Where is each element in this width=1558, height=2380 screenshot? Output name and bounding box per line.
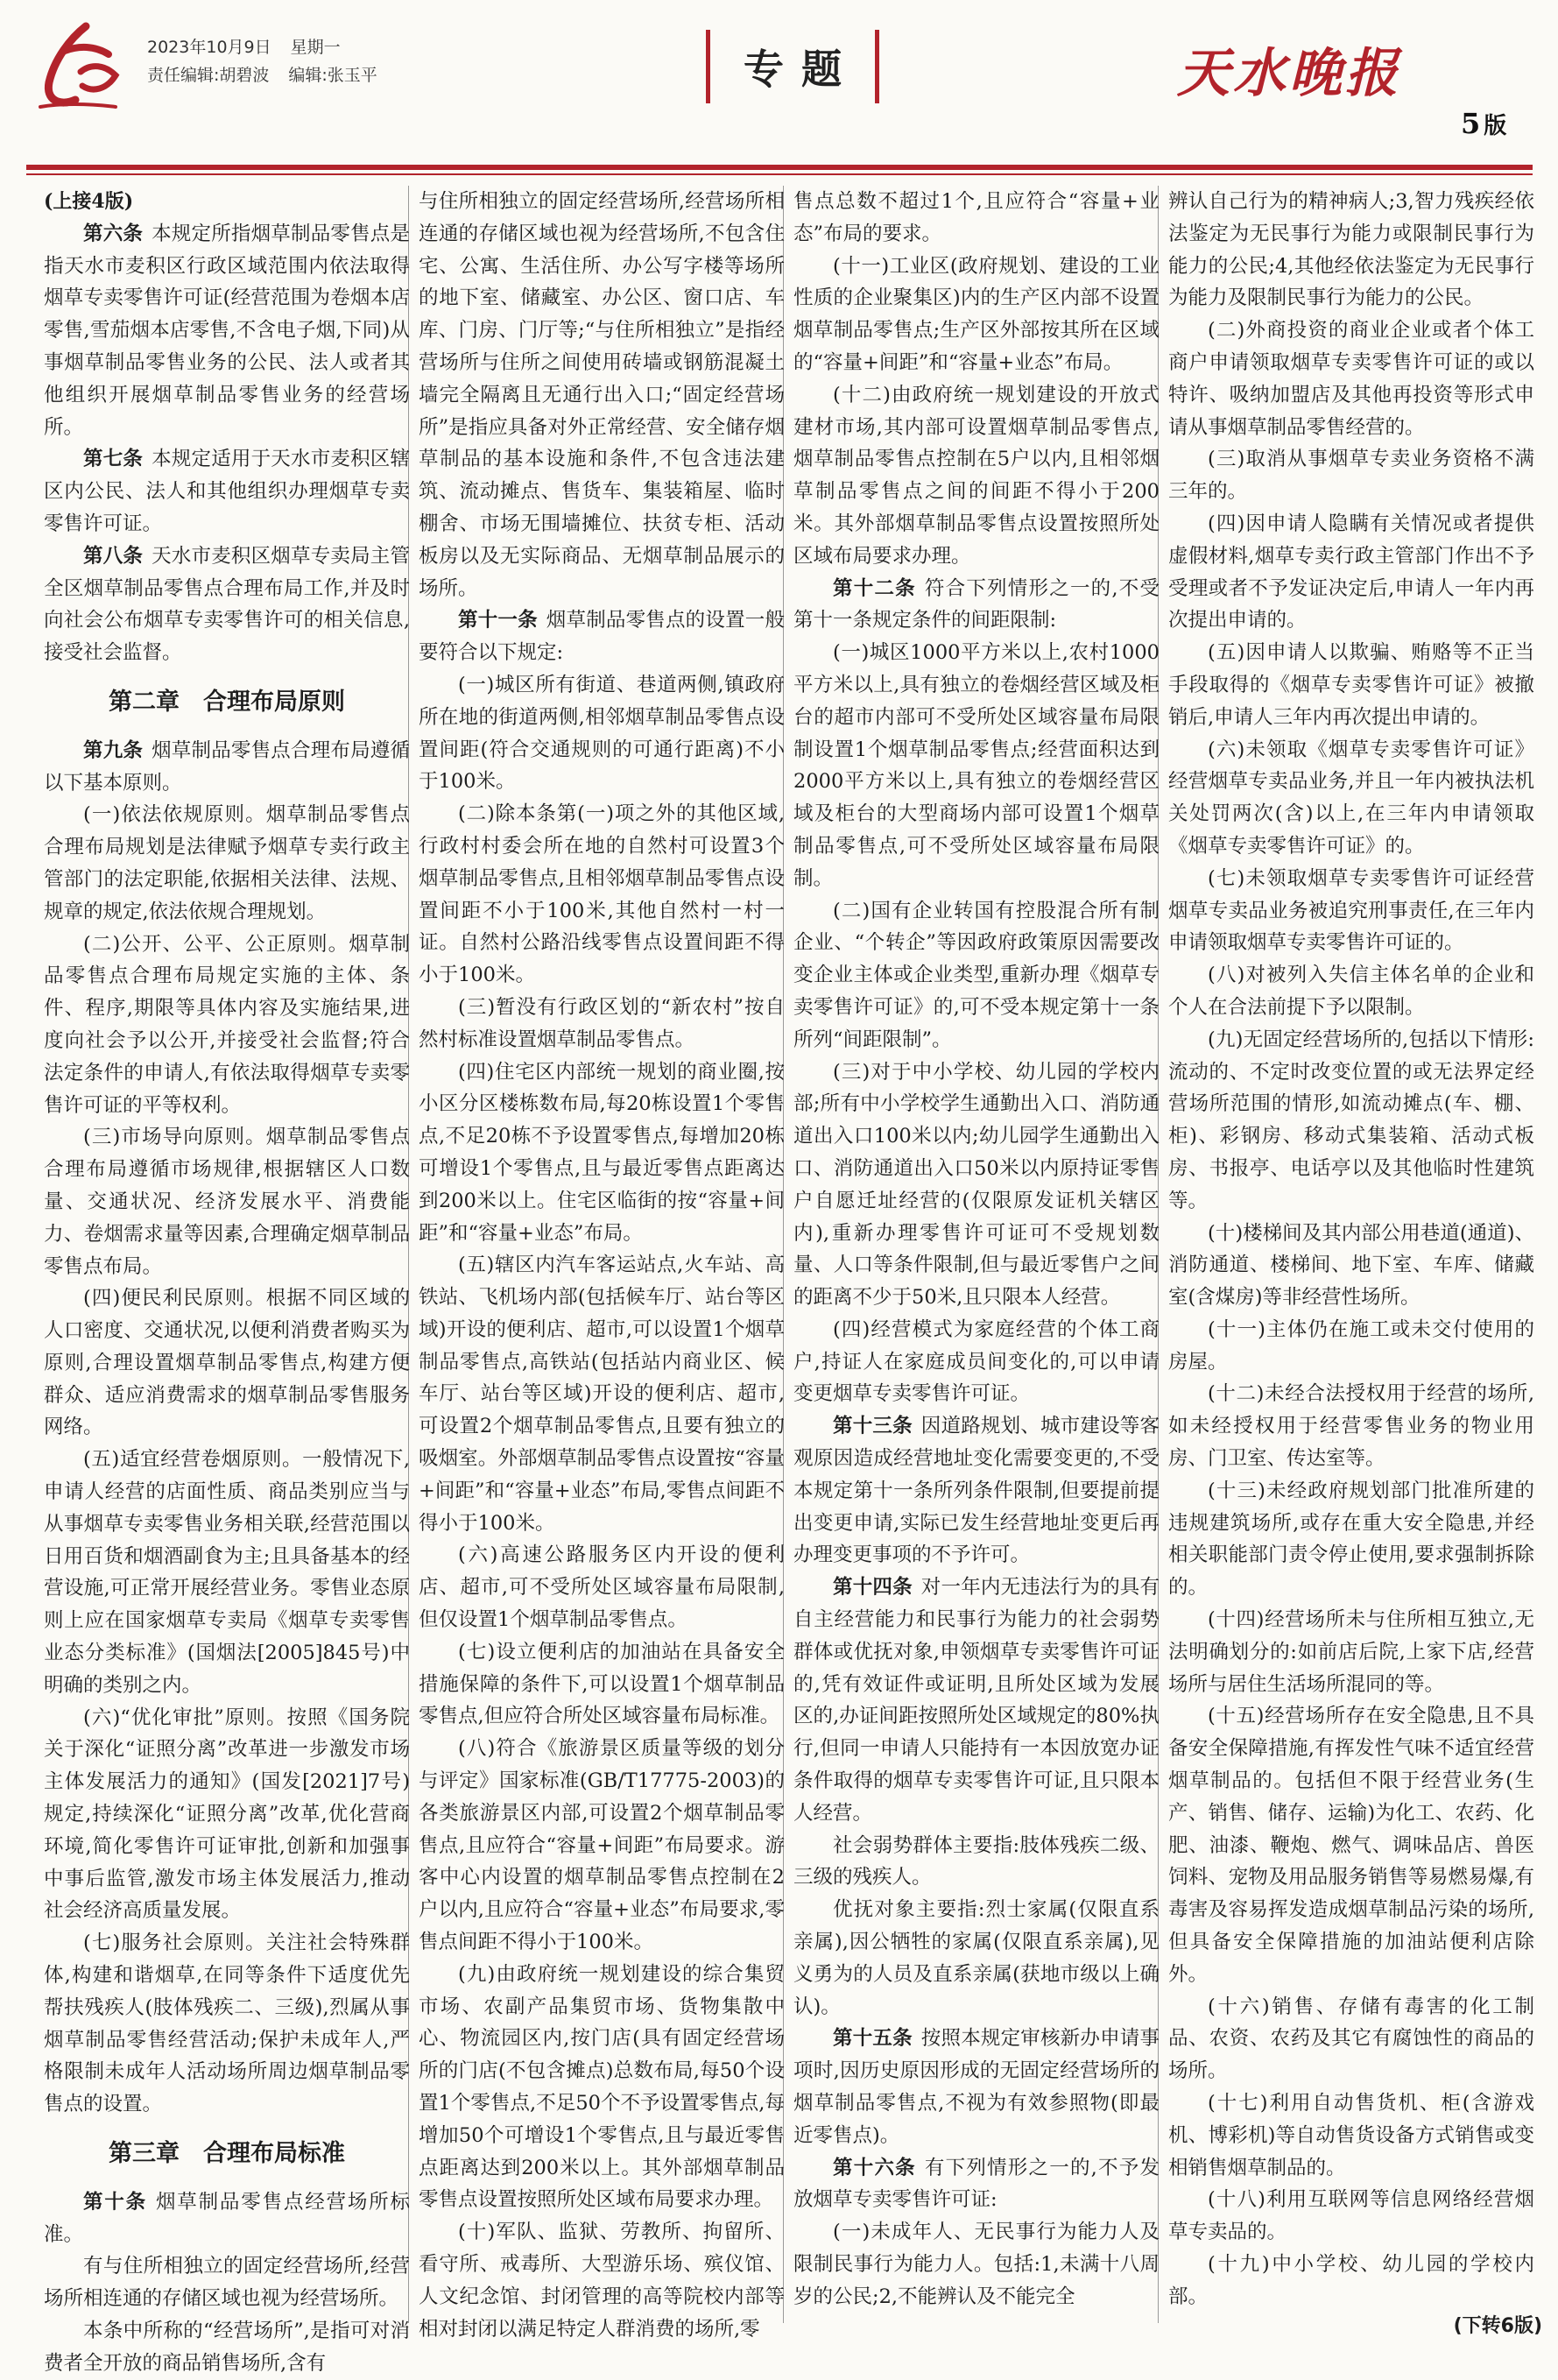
- article-text: 对一年内无违法行为的具有自主经营能力和民事行为能力的社会弱势群体或优抚对象,申领烟草专卖零售许可证的,凭有效证件或证明,且所处区域为发展区的,办证间距按照所处区域规定的80%执行,但同一申请人只能持有一本因放宽办证条件取得的烟草专卖零售许可证,且只限本人经营。: [793, 1576, 1160, 1825]
- issue-weekday: 星期一: [290, 38, 341, 57]
- paragraph: (七)服务社会原则。关注社会特殊群体,构建和谐烟草,在同等条件下适度优先帮扶残疾人(肢体残疾二、三级),烈属从事烟草制品零售经营活动;保护未成年人,严格限制未成年人活动场所周边烟草制品零售点的设置。: [44, 1932, 410, 2116]
- header-rule: [26, 165, 1533, 170]
- article-text: 烟草制品零售点经营场所标准。: [44, 2190, 410, 2246]
- article-11: [419, 604, 785, 669]
- paragraph: (十四)经营场所未与住所相互独立,无法明确划分的:如前店后院,上家下店,经营场所与居住生活场所混同的等。: [1168, 1608, 1534, 1696]
- paragraph: (二)公开、公平、公正原则。烟草制品零售点合理布局规定实施的主体、条件、程序,期限等具体内容及实施结果,进度向社会予以公开,并接受社会监督;符合法定条件的申请人,有依法取得烟草专卖零售许可证的平等权利。: [44, 932, 410, 1117]
- paragraph: (四)住宅区内部统一规划的商业圈,按小区分区楼栋数布局,每20栋设置1个零售点,不足20栋不予设置零售点,每增加20栋可增设1个零售点,且与最近零售点距离达到200米以上。住宅区临街的按“容量+间距”和“容量+业态”布局。: [419, 1060, 785, 1245]
- column-1: [44, 186, 410, 2375]
- paragraph: (七)未领取烟草专卖零售许可证经营烟草专卖品业务被追究刑事责任,在三年内申请领取烟草专卖零售许可证的。: [1168, 866, 1534, 955]
- paragraph: (六)未领取《烟草专卖零售许可证》经营烟草专卖品业务,并且一年内被执法机关处罚两次(含)以上,在三年内申请领取《烟草专卖零售许可证》的。: [1168, 738, 1534, 858]
- article-13: [793, 1410, 1160, 1571]
- paragraph: (十二)由政府统一规划建设的开放式建材市场,其内部可设置烟草制品零售点,烟草制品零售点控制在5户以内,且相邻烟草制品零售点之间的间距不得小于200米。其外部烟草制品零售点设置按照所处区域布局要求办理。: [793, 383, 1160, 568]
- paragraph: 社会弱势群体主要指:肢体残疾二级、三级的残疾人。: [793, 1833, 1160, 1889]
- article-14: [793, 1571, 1160, 1829]
- newspaper-logo-icon: [25, 19, 130, 116]
- paragraph: (十七)利用自动售货机、柜(含游戏机、博彩机)等自动售货设备方式销售或变相销售烟草制品的。: [1168, 2092, 1534, 2179]
- article-number: 第十二条: [833, 576, 916, 600]
- article-9: [44, 735, 410, 800]
- paragraph: (五)适宜经营卷烟原则。一般情况下,申请人经营的店面性质、商品类别应当与从事烟草专卖零售业务相关联,经营范围以日用百货和烟酒副食为主;且具备基本的经营设施,可正常开展经营业务。零售业态原则上应在国家烟草专卖局《烟草专卖零售业态分类标准》(国烟法[2005]845号)中明确的类别之内。: [44, 1448, 410, 1697]
- paragraph: (二)外商投资的商业企业或者个体工商户申请领取烟草专卖零售许可证的或以特许、吸纳加盟店及其他再投资等形式申请从事烟草制品零售经营的。: [1168, 319, 1534, 439]
- paragraph: (九)由政府统一规划建设的综合集贸市场、农副产品集贸市场、货物集散中心、物流园区内,按门店(具有固定经营场所的门店(不包含摊点)总数布局,每50个设置1个零售点,不足50个不予设置零售点,每增加50个可增设1个零售点,且与最近零售点距离达到200米以上。其外部烟草制品零售点设置按照所处区域布局要求办理。: [419, 1962, 785, 2212]
- paragraph: (一)未成年人、无民事行为能力人及限制民事行为能力人。包括:1,未满十八周岁的公民;2,不能辨认及不能完全: [793, 2221, 1160, 2308]
- section-box: [706, 30, 879, 103]
- paragraph: (十一)工业区(政府规划、建设的工业性质的企业聚集区)内的生产区内部不设置烟草制品零售点;生产区外部按其所在区域的“容量+间距”和“容量+业态”布局。: [793, 254, 1160, 374]
- continued-to-note: (下转6版): [1453, 2315, 1542, 2337]
- article-number: 第十五条: [833, 2027, 913, 2051]
- paragraph: (三)对于中小学校、幼儿园的学校内部;所有中小学校学生通勤出入口、消防通道出入口100米以内;幼儿园学生通勤出入口、消防通道出入口50米以内原持证零售户自愿迁址经营的(仅限原发证机关辖区内),重新办理零售许可证可不受规划数量、人口等条件限制,但与最近零售户之间的距离不少于50米,且只限本人经营。: [793, 1060, 1160, 1310]
- issue-date: 2023年10月9日: [147, 38, 271, 57]
- article-text: 因道路规划、城市建设等客观原因造成经营地址变化需要变更的,不受本规定第十一条所列条件限制,但要提前提出变更申请,实际已发生经营地址变更后再办理变更事项的不予许可。: [793, 1415, 1160, 1567]
- paragraph: (十)楼梯间及其内部公用巷道(通道)、消防通道、楼梯间、地下室、车库、储藏室(含煤房)等非经营性场所。: [1168, 1221, 1534, 1310]
- responsible-editor: 责任编辑:胡碧波: [147, 66, 270, 85]
- paragraph: (六)高速公路服务区内开设的便利店、超市,可不受所处区域容量布局限制,但仅设置1个烟草制品零售点。: [419, 1543, 785, 1632]
- paragraph: (六)“优化审批”原则。按照《国务院关于深化“证照分离”改革进一步激发市场主体发展活力的通知》(国发[2021]7号)规定,持续深化“证照分离”改革,优化营商环境,简化零售许可证审批,创新和加强事中事后监管,激发市场主体发展活力,推动社会经济高质量发展。: [44, 1706, 410, 1923]
- paragraph: (三)取消从事烟草专卖业务资格不满三年的。: [1168, 448, 1534, 504]
- article-text: 按照本规定审核新办申请事项时,因历史原因形成的无固定经营场所的烟草制品零售点,不视为有效参照物(即最近零售点)。: [793, 2027, 1160, 2147]
- paragraph: 辨认自己行为的精神病人;3,智力残疾经依法鉴定为无民事行为能力或限制民事行为能力的公民;4,其他经依法鉴定为无民事行为能力及限制民事行为能力的公民。: [1168, 190, 1534, 310]
- paragraph: (一)城区1000平方米以上,农村1000平方米以上,具有独立的卷烟经营区域及柜台的超市内部可不受所处区域容量布局限制设置1个烟草制品零售点;经营面积达到2000平方米以上,具有独立的卷烟经营区域及柜台的大型商场内部可设置1个烟草制品零售点,可不受所处区域容量布局限制。: [793, 641, 1160, 890]
- paragraph: (四)因申请人隐瞒有关情况或者提供虚假材料,烟草专卖行政主管部门作出不予受理或者不予发证决定后,申请人一年内再次提出申请的。: [1168, 512, 1534, 632]
- article-body: [0, 175, 1558, 2375]
- paragraph: (九)无固定经营场所的,包括以下情形:流动的、不定时改变位置的或无法界定经营场所范围的情形,如流动摊点(车、棚、柜)、彩钢房、移动式集装箱、活动式板房、书报亭、电话亭以及其他临时性建筑等。: [1168, 1028, 1534, 1212]
- paragraph: (十五)经营场所存在安全隐患,且不具备安全保障措施,有挥发性气味不适宜经营烟草制品的。包括但不限于经营业务(生产、销售、储存、运输)为化工、农药、化肥、油漆、鞭炮、燃气、调味品店、兽医饲料、宠物及用品服务销售等易燃易爆,有毒害及容易挥发造成烟草制品污染的场所,但具备安全保障措施的加油站便利店除外。: [1168, 1705, 1534, 1986]
- masthead-logo: [1174, 37, 1436, 107]
- paragraph: (一)城区所有街道、巷道两侧,镇政府所在地的街道两侧,相邻烟草制品零售点设置间距(符合交通规则的可通行距离)不小于100米。: [419, 673, 785, 794]
- article-number: 第十条: [83, 2190, 147, 2214]
- chapter-2-heading: 第二章 合理布局原则: [109, 688, 345, 716]
- article-number: 第十三条: [833, 1415, 913, 1438]
- article-number: 第十六条: [833, 2156, 916, 2179]
- paragraph: (三)暂没有行政区划的“新农村”按自然村标准设置烟草制品零售点。: [419, 995, 785, 1051]
- article-number: 第十一条: [458, 609, 538, 632]
- article-16: [793, 2152, 1160, 2217]
- article-text: 有下列情形之一的,不予发放烟草专卖零售许可证:: [793, 2156, 1160, 2212]
- article-6: [44, 218, 410, 444]
- article-7: [44, 443, 410, 540]
- article-text: 符合下列情形之一的,不受第十一条规定条件的间距限制:: [793, 576, 1160, 632]
- paragraph: (一)依法依规原则。烟草制品零售点合理布局规划是法律赋予烟草专卖行政主管部门的法定职能,依据相关法律、法规、规章的规定,依法依规合理规划。: [44, 803, 410, 923]
- paragraph: (二)国有企业转国有控股混合所有制企业、“个转企”等因政府政策原因需要改变企业主体或企业类型,重新办理《烟草专卖零售许可证》的,可不受本规定第十一条所列“间距限制”。: [793, 899, 1160, 1051]
- article-number: 第九条: [83, 738, 144, 762]
- article-text: 本规定适用于天水市麦积区辖区内公民、法人和其他组织办理烟草专卖零售许可证。: [44, 448, 410, 535]
- paragraph: (十六)销售、存储有毒害的化工制品、农资、农药及其它有腐蚀性的商品的场所。: [1168, 1995, 1534, 2083]
- article-number: 第十四条: [833, 1576, 913, 1600]
- paragraph: (四)经营模式为家庭经营的个体工商户,持证人在家庭成员间变化的,可以申请变更烟草专卖零售许可证。: [793, 1317, 1160, 1406]
- article-10: [44, 2186, 410, 2251]
- column-2: [419, 186, 785, 2341]
- editor: 编辑:张玉平: [288, 66, 377, 85]
- article-15: [793, 2023, 1160, 2151]
- paragraph: (八)符合《旅游景区质量等级的划分与评定》国家标准(GB/T17775-2003)的各类旅游景区内部,可设置2个烟草制品零售点,且应符合“容量+间距”布局要求。游客中心内设置的烟草制品零售点控制在2户以内,且应符合“容量+业态”布局要求,零售点间距不得小于100米。: [419, 1737, 785, 1954]
- article-text: 天水市麦积区烟草专卖局主管全区烟草制品零售点合理布局工作,并及时向社会公布烟草专卖零售许可的相关信息,接受社会监督。: [44, 544, 410, 665]
- paragraph: (十)军队、监狱、劳教所、拘留所、看守所、戒毒所、大型游乐场、殡仪馆、人文纪念馆、封闭管理的高等院校内部等相对封闭以满足特定人群消费的场所,零: [419, 2221, 785, 2341]
- page-number: [1461, 107, 1506, 140]
- paragraph: (五)辖区内汽车客运站点,火车站、高铁站、飞机场内部(包括候车厅、站台等区域)开设的便利店、超市,可以设置1个烟草制品零售点,高铁站(包括站内商业区、候车厅、站台等区域)开设的便利店、超市,可设置2个烟草制品零售点,且要有独立的吸烟室。外部烟草制品零售点设置按“容量+间距”和“容量+业态”布局,零售点间距不得小于100米。: [419, 1254, 785, 1535]
- paragraph: 本条中所称的“经营场所”,是指可对消费者全开放的商品销售场所,含有: [44, 2320, 410, 2375]
- paragraph: (三)市场导向原则。烟草制品零售点合理布局遵循市场规律,根据辖区人口数量、交通状况、经济发展水平、消费能力、卷烟需求量等因素,合理确定烟草制品零售点布局。: [44, 1126, 410, 1278]
- page-number-suffix: 版: [1484, 113, 1507, 139]
- issue-meta: [147, 33, 397, 89]
- chapter-3-heading: 第三章 合理布局标准: [109, 2140, 345, 2168]
- paragraph: (四)便民利民原则。根据不同区域的人口密度、交通状况,以便利消费者购买为原则,合理设置烟草制品零售点,构建方便群众、适应消费需求的烟草制品零售服务网络。: [44, 1287, 410, 1439]
- paragraph: (十一)主体仍在施工或未交付使用的房屋。: [1168, 1317, 1534, 1374]
- continued-from-note: (上接4版): [44, 190, 134, 213]
- section-title: 专题: [744, 46, 859, 93]
- article-text: 烟草制品零售点合理布局遵循以下基本原则。: [44, 738, 410, 795]
- article-12: [793, 573, 1160, 638]
- article-text: 本规定所指烟草制品零售点是指天水市麦积区行政区域范围内依法取得烟草专卖零售许可证(经营范围为卷烟本店零售,雪茄烟本店零售,不含电子烟,下同)从事烟草制品零售业务的公民、法人或者其他组织开展烟草制品零售业务的经营场所。: [44, 222, 410, 439]
- column-3: [793, 186, 1160, 2323]
- page-number-value: 5: [1461, 107, 1481, 140]
- paragraph: 有与住所相独立的固定经营场所,经营场所相连通的存储区域也视为经营场所。: [44, 2255, 410, 2311]
- paragraph: (十三)未经政府规划部门批准所建的违规建筑场所,或存在重大安全隐患,并经相关职能部门责令停止使用,要求强制拆除的。: [1168, 1479, 1534, 1600]
- paragraph: (十九)中小学校、幼儿园的学校内部。: [1168, 2253, 1534, 2308]
- paragraph: (八)对被列入失信主体名单的企业和个人在合法前提下予以限制。: [1168, 964, 1534, 1019]
- article-number: 第六条: [83, 222, 144, 245]
- paragraph: 与住所相独立的固定经营场所,经营场所相连通的存储区域也视为经营场所,不包含住宅、公寓、生活住所、办公写字楼等场所的地下室、储藏室、办公区、窗口店、车库、门房、门厅等;“与住所相独立”是指经营场所与住所之间使用砖墙或钢筋混凝土墙完全隔离且无通行出入口;“固定经营场所”是指应具备对外正常经营、安全储存烟草制品的基本设施和条件,不包含违法建筑、流动摊点、售货车、集装箱屋、临时棚舍、市场无围墙摊位、扶贫专柜、活动板房以及无实际商品、无烟草制品展示的场所。: [419, 190, 785, 600]
- page-header: [0, 0, 1558, 166]
- paragraph: 优抚对象主要指:烈士家属(仅限直系亲属),因公牺牲的家属(仅限直系亲属),见义勇为的人员及直系亲属(获地市级以上确认)。: [793, 1898, 1160, 2018]
- paragraph: 售点总数不超过1个,且应符合“容量+业态”布局的要求。: [793, 190, 1160, 245]
- article-number: 第八条: [83, 544, 144, 568]
- masthead-text: 天水晚报: [1177, 43, 1401, 104]
- article-number: 第七条: [83, 448, 144, 471]
- paragraph: (二)除本条第(一)项之外的其他区域,行政村村委会所在地的自然村可设置3个烟草制品零售点,且相邻烟草制品零售点设置间距不小于100米,其他自然村一村一证。自然村公路沿线零售点设置间距不得小于100米。: [419, 802, 785, 987]
- column-4: [1168, 186, 1534, 2323]
- article-text: 烟草制品零售点的设置一般要符合以下规定:: [419, 609, 785, 665]
- article-8: [44, 540, 410, 669]
- paragraph: (七)设立便利店的加油站在具备安全措施保障的条件下,可以设置1个烟草制品零售点,但应符合所处区域容量布局标准。: [419, 1640, 785, 1728]
- paragraph: (十二)未经合法授权用于经营的场所,如未经授权用于经营零售业务的物业用房、门卫室、传达室等。: [1168, 1382, 1534, 1471]
- paragraph: (十八)利用互联网等信息网络经营烟草专卖品的。: [1168, 2188, 1534, 2244]
- paragraph: (五)因申请人以欺骗、贿赂等不正当手段取得的《烟草专卖零售许可证》被撤销后,申请人三年内再次提出申请的。: [1168, 641, 1534, 729]
